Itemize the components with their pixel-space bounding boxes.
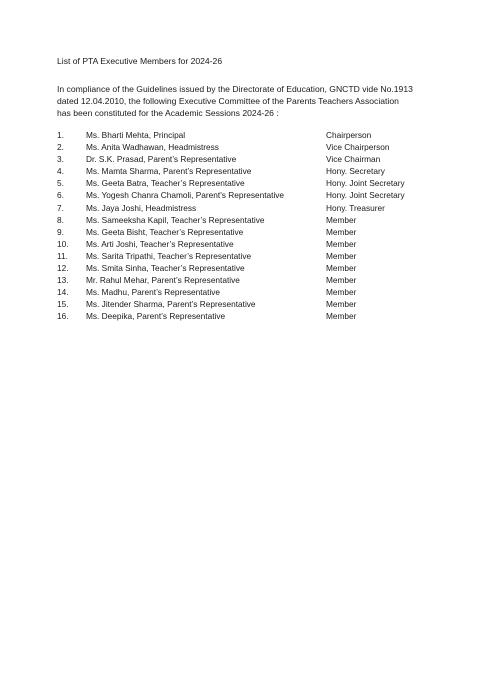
intro-paragraph: [57, 83, 467, 120]
member-role: Hony. Joint Secretary: [326, 190, 405, 201]
member-name: Ms. Sarita Tripathi, Teacher’s Representative: [86, 250, 252, 261]
member-number: 9.: [57, 226, 64, 237]
list-item: [57, 310, 477, 322]
list-item: [57, 165, 477, 177]
document-title: List of PTA Executive Members for 2024-26: [57, 56, 223, 66]
member-role: Hony. Joint Secretary: [326, 178, 405, 189]
member-name: Ms. Jaya Joshi, Headmistress: [86, 202, 197, 213]
member-role: Vice Chairman: [326, 154, 381, 165]
member-number: 8.: [57, 214, 64, 225]
member-number: 11.: [57, 250, 68, 261]
member-number: 14.: [57, 287, 69, 298]
member-role: Vice Chairperson: [326, 142, 390, 153]
intro-line: In compliance of the Guidelines issued by the Directorate of Education, GNCTD vide No.1913: [57, 84, 413, 94]
member-number: 2.: [57, 142, 64, 153]
member-role: Member: [326, 275, 357, 286]
member-role: Member: [326, 214, 357, 225]
member-role: Member: [326, 238, 357, 249]
member-name: Ms. Geeta Bisht, Teacher’s Representative: [86, 226, 244, 237]
member-name: Ms. Deepika, Parent’s Representative: [86, 311, 226, 322]
member-number: 7.: [57, 202, 64, 213]
member-name: Ms. Yogesh Chanra Chamoli, Parent's Representative: [86, 190, 285, 201]
member-number: 4.: [57, 166, 64, 177]
member-role: Chairperson: [326, 130, 372, 140]
member-number: 5.: [57, 178, 64, 189]
list-item: [57, 298, 477, 310]
list-item: [57, 189, 477, 201]
intro-line: has been constituted for the Academic Sessions 2024-26 :: [57, 108, 279, 119]
member-name: Ms. Bharti Mehta, Principal: [86, 130, 186, 140]
list-item: [57, 262, 477, 274]
member-name: Ms. Smita Sinha, Teacher’s Representative: [86, 263, 245, 274]
member-role: Hony. Treasurer: [326, 202, 385, 213]
member-role: Member: [326, 287, 357, 298]
member-number: 10.: [57, 238, 69, 249]
list-item: [57, 226, 477, 238]
list-item: [57, 250, 477, 262]
list-item: [57, 153, 477, 165]
member-name: Ms. Sameeksha Kapil, Teacher’s Representative: [86, 214, 265, 225]
list-item: [57, 202, 477, 214]
member-name: Mr. Rahul Mehar, Parent’s Representative: [86, 275, 240, 286]
list-item: [57, 141, 477, 153]
member-role: Member: [326, 226, 357, 237]
list-item: [57, 274, 477, 286]
member-role: Member: [326, 263, 357, 274]
member-number: 12.: [57, 263, 69, 274]
member-name: Ms. Mamta Sharma, Parent’s Representative: [86, 166, 252, 177]
member-role: Member: [326, 311, 357, 322]
member-role: Hony. Secretary: [326, 166, 385, 177]
member-number: 15.: [57, 299, 69, 310]
list-item: [57, 286, 477, 298]
member-name: Ms. Arti Joshi, Teacher’s Representative: [86, 238, 234, 249]
member-number: 6.: [57, 190, 64, 201]
member-name: Ms. Anita Wadhawan, Headmistress: [86, 142, 219, 153]
intro-line: dated 12.04.2010, the following Executive Committee of the Parents Teachers Association: [57, 96, 399, 107]
list-item: [57, 129, 477, 141]
list-item: [57, 238, 477, 250]
member-role: Member: [326, 250, 357, 261]
list-item: [57, 177, 477, 189]
member-number: 16.: [57, 311, 69, 322]
member-number: 3.: [57, 154, 64, 165]
member-name: Ms. Madhu, Parent’s Representative: [86, 287, 221, 298]
member-name: Dr. S.K. Prasad, Parent’s Representative: [86, 154, 237, 165]
member-role: Member: [326, 299, 357, 310]
member-number: 13.: [57, 275, 69, 286]
list-item: [57, 214, 477, 226]
member-name: Ms. Geeta Batra, Teacher’s Representative: [86, 178, 245, 189]
member-list: [57, 129, 477, 323]
member-name: Ms. Jitender Sharma, Parent’s Representative: [86, 299, 256, 310]
member-number: 1.: [57, 130, 64, 140]
